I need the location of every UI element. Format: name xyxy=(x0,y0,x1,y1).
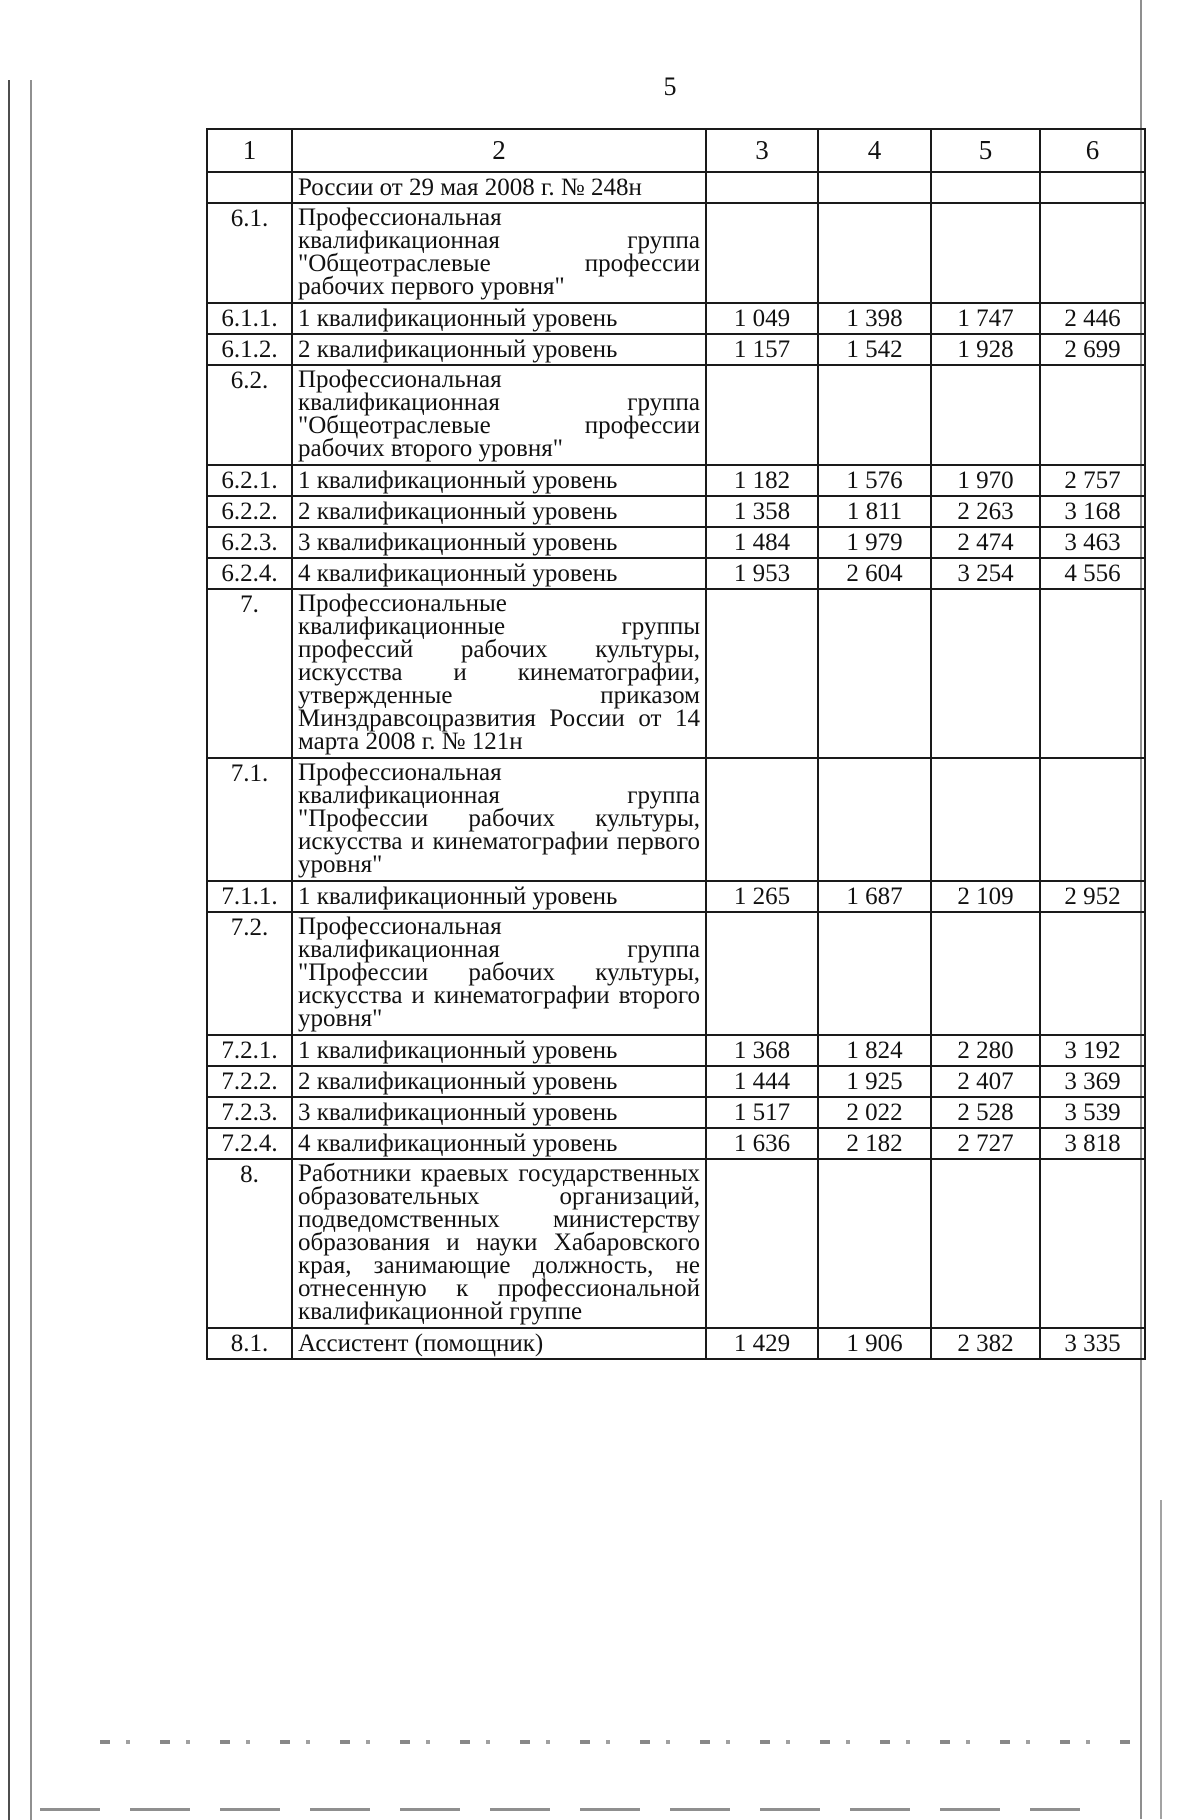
row-number: 7.2.2. xyxy=(207,1066,292,1097)
value-col-3: 1 444 xyxy=(706,1066,818,1097)
column-header: 6 xyxy=(1040,129,1145,172)
table-row xyxy=(207,172,1145,203)
value-col-6: 3 369 xyxy=(1040,1066,1145,1097)
value-col-5: 2 528 xyxy=(931,1097,1040,1128)
row-name: 2 квалификационный уровень xyxy=(292,496,706,527)
value-col-3 xyxy=(706,758,818,881)
row-number: 7.1.1. xyxy=(207,881,292,912)
table-row xyxy=(207,1159,1145,1328)
value-col-6: 4 556 xyxy=(1040,558,1145,589)
row-name: Профессиональная квалификационная группа "Профессии рабочих культуры, искусства и кинематографии второго уровня" xyxy=(292,912,706,1035)
row-name: 3 квалификационный уровень xyxy=(292,527,706,558)
value-col-6 xyxy=(1040,172,1145,203)
scan-artifact-right-2 xyxy=(1160,1500,1162,1819)
value-col-4: 1 824 xyxy=(818,1035,931,1066)
row-name: 2 квалификационный уровень xyxy=(292,334,706,365)
value-col-5: 2 280 xyxy=(931,1035,1040,1066)
value-col-3: 1 953 xyxy=(706,558,818,589)
value-col-4 xyxy=(818,912,931,1035)
row-name: 1 квалификационный уровень xyxy=(292,303,706,334)
column-header: 2 xyxy=(292,129,706,172)
value-col-5 xyxy=(931,172,1040,203)
salary-table xyxy=(206,128,1146,1360)
table-row xyxy=(207,527,1145,558)
row-name: Профессиональные квалификационные группы профессий рабочих культуры, искусства и кинематографии, утвержденные приказом Минздравсоцразвития России от 14 марта 2008 г. № 121н xyxy=(292,589,706,758)
row-name: Ассистент (помощник) xyxy=(292,1328,706,1359)
row-number: 8.1. xyxy=(207,1328,292,1359)
row-name: России от 29 мая 2008 г. № 248н xyxy=(292,172,706,203)
table-row xyxy=(207,558,1145,589)
row-name: Профессиональная квалификационная группа "Профессии рабочих культуры, искусства и кинематографии первого уровня" xyxy=(292,758,706,881)
value-col-6 xyxy=(1040,758,1145,881)
value-col-4: 2 022 xyxy=(818,1097,931,1128)
table-row xyxy=(207,589,1145,758)
value-col-5 xyxy=(931,1159,1040,1328)
value-col-5 xyxy=(931,365,1040,465)
row-number: 6.1.2. xyxy=(207,334,292,365)
value-col-6: 2 699 xyxy=(1040,334,1145,365)
value-col-4 xyxy=(818,203,931,303)
table-row xyxy=(207,912,1145,1035)
value-col-4: 1 925 xyxy=(818,1066,931,1097)
value-col-3: 1 358 xyxy=(706,496,818,527)
value-col-6: 3 463 xyxy=(1040,527,1145,558)
value-col-6: 3 192 xyxy=(1040,1035,1145,1066)
value-col-6: 2 757 xyxy=(1040,465,1145,496)
row-number: 7.2.4. xyxy=(207,1128,292,1159)
row-name: 3 квалификационный уровень xyxy=(292,1097,706,1128)
value-col-6: 3 335 xyxy=(1040,1328,1145,1359)
value-col-6 xyxy=(1040,1159,1145,1328)
value-col-5: 2 263 xyxy=(931,496,1040,527)
row-number: 6.2.1. xyxy=(207,465,292,496)
value-col-3: 1 049 xyxy=(706,303,818,334)
value-col-4: 1 398 xyxy=(818,303,931,334)
row-number: 6.2. xyxy=(207,365,292,465)
value-col-6 xyxy=(1040,589,1145,758)
value-col-4: 1 979 xyxy=(818,527,931,558)
table-row xyxy=(207,881,1145,912)
scan-smudge-bottom xyxy=(40,1808,1080,1811)
value-col-6: 2 952 xyxy=(1040,881,1145,912)
value-col-5 xyxy=(931,203,1040,303)
row-name: 4 квалификационный уровень xyxy=(292,1128,706,1159)
value-col-4 xyxy=(818,1159,931,1328)
row-number xyxy=(207,172,292,203)
column-header: 5 xyxy=(931,129,1040,172)
value-col-3 xyxy=(706,365,818,465)
value-col-4 xyxy=(818,589,931,758)
row-number: 7.2.3. xyxy=(207,1097,292,1128)
value-col-3: 1 484 xyxy=(706,527,818,558)
table-row xyxy=(207,1097,1145,1128)
table-row xyxy=(207,303,1145,334)
value-col-4: 1 906 xyxy=(818,1328,931,1359)
row-number: 7. xyxy=(207,589,292,758)
value-col-6: 3 168 xyxy=(1040,496,1145,527)
row-number: 7.2. xyxy=(207,912,292,1035)
value-col-3: 1 517 xyxy=(706,1097,818,1128)
value-col-5: 2 382 xyxy=(931,1328,1040,1359)
row-name: 1 квалификационный уровень xyxy=(292,465,706,496)
column-header: 4 xyxy=(818,129,931,172)
page-number: 5 xyxy=(663,72,677,101)
value-col-6 xyxy=(1040,912,1145,1035)
row-name: 1 квалификационный уровень xyxy=(292,1035,706,1066)
value-col-4: 1 811 xyxy=(818,496,931,527)
column-header: 3 xyxy=(706,129,818,172)
table-row xyxy=(207,203,1145,303)
value-col-5: 2 109 xyxy=(931,881,1040,912)
value-col-3: 1 636 xyxy=(706,1128,818,1159)
value-col-6: 3 818 xyxy=(1040,1128,1145,1159)
table-row xyxy=(207,1066,1145,1097)
value-col-6 xyxy=(1040,365,1145,465)
table-row xyxy=(207,365,1145,465)
value-col-5 xyxy=(931,589,1040,758)
table-row xyxy=(207,1035,1145,1066)
row-name: 4 квалификационный уровень xyxy=(292,558,706,589)
value-col-4 xyxy=(818,365,931,465)
value-col-3: 1 368 xyxy=(706,1035,818,1066)
row-name: Профессиональная квалификационная группа "Общеотраслевые профессии рабочих второго уровня" xyxy=(292,365,706,465)
value-col-6: 2 446 xyxy=(1040,303,1145,334)
value-col-3 xyxy=(706,589,818,758)
table-row xyxy=(207,758,1145,881)
value-col-5: 2 727 xyxy=(931,1128,1040,1159)
value-col-3: 1 157 xyxy=(706,334,818,365)
row-number: 6.2.3. xyxy=(207,527,292,558)
value-col-3: 1 265 xyxy=(706,881,818,912)
value-col-4: 2 182 xyxy=(818,1128,931,1159)
value-col-5 xyxy=(931,912,1040,1035)
column-header: 1 xyxy=(207,129,292,172)
value-col-5 xyxy=(931,758,1040,881)
row-number: 6.1.1. xyxy=(207,303,292,334)
row-name: 1 квалификационный уровень xyxy=(292,881,706,912)
scan-artifact-left-2 xyxy=(30,80,32,1820)
value-col-3 xyxy=(706,912,818,1035)
scan-artifact-left xyxy=(8,80,10,1820)
row-number: 6.2.4. xyxy=(207,558,292,589)
value-col-3 xyxy=(706,203,818,303)
value-col-3 xyxy=(706,172,818,203)
row-number: 8. xyxy=(207,1159,292,1328)
table-row xyxy=(207,496,1145,527)
table-row xyxy=(207,465,1145,496)
row-name: Работники краевых государственных образовательных организаций, подведомственных министерству образования и науки Хабаровского края, занимающие должность, не отнесенную к профессиональной квалификационной группе xyxy=(292,1159,706,1328)
table-row xyxy=(207,1328,1145,1359)
value-col-5: 2 474 xyxy=(931,527,1040,558)
value-col-3: 1 182 xyxy=(706,465,818,496)
value-col-4: 2 604 xyxy=(818,558,931,589)
table-header-row xyxy=(207,129,1145,172)
value-col-5: 1 928 xyxy=(931,334,1040,365)
value-col-5: 1 970 xyxy=(931,465,1040,496)
scan-smudge xyxy=(100,1740,1140,1744)
value-col-4: 1 576 xyxy=(818,465,931,496)
row-number: 7.1. xyxy=(207,758,292,881)
value-col-6 xyxy=(1040,203,1145,303)
table-row xyxy=(207,334,1145,365)
value-col-5: 2 407 xyxy=(931,1066,1040,1097)
row-name: Профессиональная квалификационная группа "Общеотраслевые профессии рабочих первого уровня" xyxy=(292,203,706,303)
table-row xyxy=(207,1128,1145,1159)
value-col-4: 1 687 xyxy=(818,881,931,912)
row-number: 7.2.1. xyxy=(207,1035,292,1066)
value-col-5: 1 747 xyxy=(931,303,1040,334)
value-col-6: 3 539 xyxy=(1040,1097,1145,1128)
value-col-4 xyxy=(818,172,931,203)
row-number: 6.1. xyxy=(207,203,292,303)
value-col-3: 1 429 xyxy=(706,1328,818,1359)
value-col-3 xyxy=(706,1159,818,1328)
row-name: 2 квалификационный уровень xyxy=(292,1066,706,1097)
row-number: 6.2.2. xyxy=(207,496,292,527)
value-col-4: 1 542 xyxy=(818,334,931,365)
value-col-5: 3 254 xyxy=(931,558,1040,589)
value-col-4 xyxy=(818,758,931,881)
